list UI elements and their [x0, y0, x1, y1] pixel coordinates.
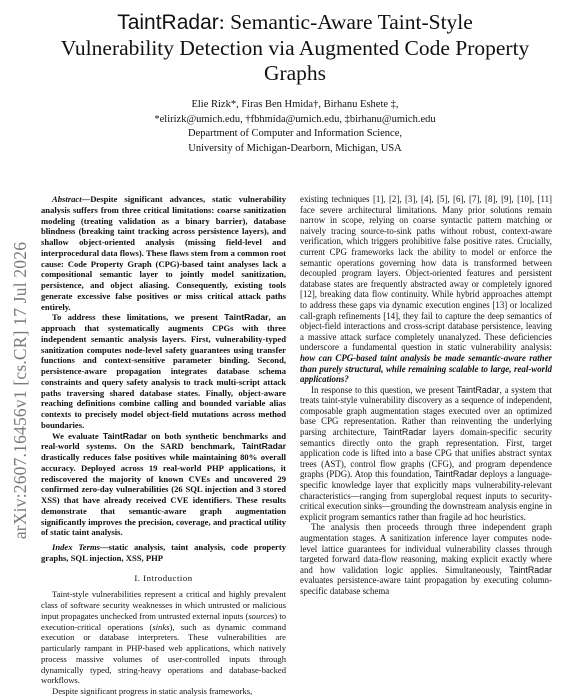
tool-name: TaintRadar [456, 384, 500, 395]
arxiv-sidebar-stamp [8, 180, 34, 600]
title-tool-name: TaintRadar [117, 11, 219, 34]
intro-paragraph-3: In response to this question, we present TaintRadar, a system that treats taint-style vulnerability discovery as a sequence of independent, composable graph augmentation stages executed over an optimized base CPG representation. Rather than reinventing the underlying parsing architecture, TaintRadar layers domain-specific security semantics directly onto the graph representation. First, target application code is lifted into a base CPG that unifies abstract syntax trees (AST), control flow graphs (CFG), and program dependence graphs (PDG). Atop this foundation, TaintRadar deploys a language-specific knowledge layer that explicitly maps vulnerability-relevant characteristics—ranging from superglobal request inputs to security-critical execution sinks—grounding the downstream analysis engine in explicit program semantics rather than fragile ad hoc heuristics. [300, 384, 552, 522]
intro-paragraph-1: Taint-style vulnerabilities represent a critical and highly prevalent class of software security weaknesses in which untrusted or malicious input propagates unchecked from untrusted external inputs (sources) to execution-critical operations (sinks), such as dynamic command execution or database interpreters. These vulnerabilities are particularly rampant in PHP-based web applications, which natively process massive volumes of user-controlled inputs through dynamically typed, string-heavy operations and database-backed workflows. [41, 589, 287, 686]
tool-name: TaintRadar [434, 469, 478, 480]
tool-name: TaintRadar [224, 312, 269, 323]
index-terms: Index Terms—static analysis, taint analysis, code property graphs, SQL injection, XSS, PHP [41, 542, 286, 563]
abstract-paragraph-1: Abstract—Despite significant advances, static vulnerability analysis suffers from three critical limitations: coarse sanitization modeling (treating validation as a binary barrier), database blindness (breaking taint tracking across persistence layers), and shallow object-oriented analysis (missing field-level and interprocedural data flows). These flaws stem from a common root cause: Code Property Graph (CPG)-based taint analyses lack a compositional semantic layer to jointly model sanitization, persistence, and object aliasing. Consequently, existing tools generate excessive false positives or miss critical attack paths entirely. [41, 194, 286, 312]
author-department: Department of Computer and Information Science, [187, 128, 402, 139]
author-university: University of Michigan-Dearborn, Michigan, USA [188, 142, 402, 154]
author-names: Elie Rizk*, Firas Ben Hmida†, Birhanu Eshete ‡, [191, 99, 399, 110]
title-rest: : Semantic-Aware Taint-Style Vulnerability Detection via Augmented Code Property Graphs [60, 10, 530, 85]
section-heading-introduction: I. Introduction [134, 572, 193, 583]
tool-name: TaintRadar [102, 430, 148, 441]
paper-title [60, 10, 530, 87]
index-terms-label: Index Terms [52, 542, 100, 552]
author-block [60, 98, 530, 156]
intro-paragraph-4: The analysis then proceeds through three independent graph augmentation stages. A sanitization inference layer computes node-level lattice guarantees for individual vulnerability classes through targeted forward data-flow reasoning, making explicit exactly where and how validation logic applies. Simultaneously, TaintRadar evaluates persistence-aware taint propagation by executing column-specific database schema [300, 522, 552, 596]
author-emails[interactable]: *elirizk@umich.edu, †fbhmida@umich.edu, ‡birhanu@umich.edu [154, 113, 436, 125]
intro-paragraph-2-continued: existing techniques [1], [2], [3], [4], [5], [6], [7], [8], [9], [10], [11] face severe architectural limitations. Many prior solutions remain narrow in scope, relying on coarse syntactic pattern matching or naively tracing source-to-sink paths without robust, context-aware verification, which triggers prohibitive false positive rates. Crucially, current CPG frameworks lack the ability to model or enforce the semantic operations governing how data is transformed between decoupled program layers. Object-oriented features and persistent database states are frequently abstracted away or completely ignored [12], breaking data flow continuity. While hybrid approaches attempt to address these gaps via dynamic execution engines [13] or localized call-graph refinements [14], they fail to capture the deep semantics of object-field interactions and cross-script database persistence, leaving a massive attack surface completely unanalyzed. These deficiencies underscore a fundamental question in static vulnerability analysis: how can CPG-based taint analysis be made semantic-aware rather than purely structural, while remaining scalable to large, real-world applications? [300, 194, 552, 385]
right-column [300, 194, 552, 597]
abstract-paragraph-2: To address these limitations, we present TaintRadar, an approach that systematically augments CPGs with three independent semantic analysis layers. First, vulnerability-typed sanitization computes node-level safety guarantees using transfer functions and context-sensitive parameter binding. Second, persistence-aware propagation integrates database schema constraints and query safety analysis to track multi-script attack paths traversing shared database states. Finally, object-aware reaching definitions combine calling and bounded variable alias contexts to precisely model object-field mutations across method boundaries. [41, 312, 287, 430]
arxiv-id[interactable]: arXiv:2607.16456v1 [cs.CR] 17 Jul 2026 [10, 241, 31, 539]
tool-name: TaintRadar [509, 564, 552, 575]
research-question: how can CPG-based taint analysis be made semantic-aware rather than purely structural, while remaining scalable to large, real-world applications? [300, 352, 552, 385]
intro-paragraph-2: Despite significant progress in static analysis frameworks, [52, 686, 253, 696]
abstract-paragraph-3: We evaluate TaintRadar on both synthetic benchmarks and real-world systems. On the SARD benchmark, TaintRadar drastically reduces false positives while maintaining 80% overall accuracy. Deployed across 19 real-world PHP applications, it rediscovered the majority of known CVEs and uncovered 29 confirmed zero-day vulnerabilities (26 SQL injection and 3 stored XSS) that have already received CVE identifiers. These results demonstrate that semantic-aware graph augmentation significantly improves the precision, coverage, and practical utility of static taint analysis. [41, 430, 286, 538]
abstract-label: Abstract [52, 194, 82, 204]
tool-name: TaintRadar [383, 427, 427, 438]
tool-name: TaintRadar [241, 441, 286, 452]
left-column [41, 194, 286, 697]
